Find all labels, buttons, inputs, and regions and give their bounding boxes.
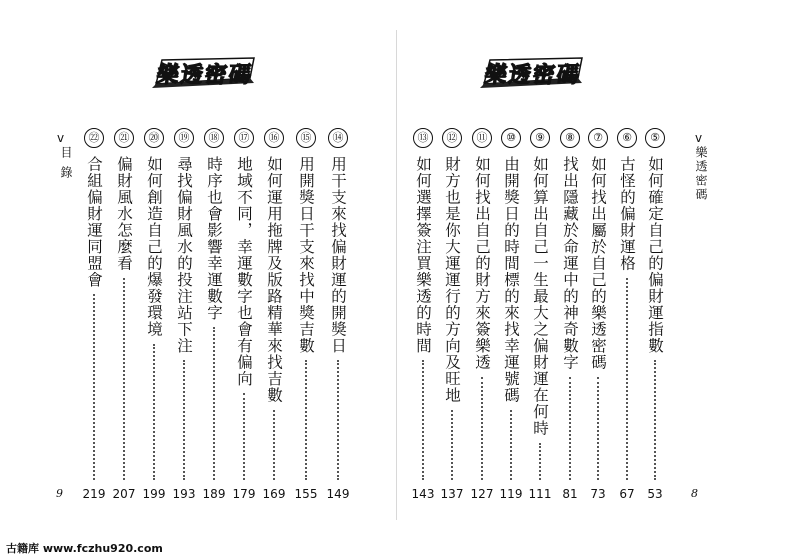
banner-right-title: 樂透密碼: [482, 63, 583, 88]
dot-leader: [273, 410, 275, 480]
toc-entry[interactable]: [586, 128, 610, 501]
dot-leader: [183, 360, 185, 480]
entry-page-number: 143: [411, 487, 435, 501]
entry-number: ⑱: [204, 128, 224, 148]
toc-entry[interactable]: [528, 128, 552, 501]
toc-entry[interactable]: [558, 128, 582, 501]
entry-number: ㉑: [114, 128, 134, 148]
entry-page-number: 127: [470, 487, 494, 501]
dot-leader: [654, 360, 656, 480]
entry-number: ⑲: [174, 128, 194, 148]
entry-number: ⑪: [472, 128, 492, 148]
entry-title[interactable]: 時序也會影響幸運數字: [205, 156, 223, 321]
toc-entry[interactable]: [411, 128, 435, 501]
banner-right: [478, 54, 588, 88]
entry-number: ⑧: [560, 128, 580, 148]
entry-page-number: 111: [528, 487, 552, 501]
entry-page-number: 169: [262, 487, 286, 501]
entry-page-number: 81: [562, 487, 578, 501]
right-corner-mark: v: [695, 131, 703, 145]
banner-left-title: 樂透密碼: [154, 63, 255, 88]
entry-number: ⑭: [328, 128, 348, 148]
entry-page-number: 219: [82, 487, 106, 501]
entry-title[interactable]: 用干支來找偏財運的開獎日: [329, 156, 347, 354]
right-running-head: 樂透密碼: [694, 146, 708, 202]
toc-entry[interactable]: [142, 128, 166, 501]
entry-title[interactable]: 如何創造自己的爆發環境: [145, 156, 163, 338]
entry-page-number: 137: [440, 487, 464, 501]
toc-entry[interactable]: [440, 128, 464, 501]
entry-title[interactable]: 找出隱藏於命運中的神奇數字: [561, 156, 579, 371]
dot-leader: [626, 278, 628, 480]
entry-title[interactable]: 由開獎日的時間標的來找幸運號碼: [502, 156, 520, 404]
toc-entry[interactable]: [202, 128, 226, 501]
banner-left: [150, 54, 260, 88]
dot-leader: [337, 360, 339, 480]
entry-title[interactable]: 用開獎日干支來找中獎吉數: [297, 156, 315, 354]
entry-title[interactable]: 偏財風水怎麼看: [115, 156, 133, 272]
toc-entry[interactable]: [112, 128, 136, 501]
entry-title[interactable]: 如何確定自己的偏財運指數: [646, 156, 664, 354]
page-fold: [396, 30, 397, 520]
entry-number: ⑤: [645, 128, 665, 148]
dot-leader: [510, 410, 512, 480]
site-watermark: 古籍库 www.fczhu920.com: [6, 542, 163, 555]
dot-leader: [451, 410, 453, 480]
entry-title[interactable]: 地域不同，幸運數字也會有偏向: [235, 156, 253, 387]
entry-title[interactable]: 如何運用拖牌及版路精華來找吉數: [265, 156, 283, 404]
dot-leader: [481, 377, 483, 480]
entry-number: ㉒: [84, 128, 104, 148]
entry-number: ⑦: [588, 128, 608, 148]
dot-leader: [213, 327, 215, 480]
left-folio: 9: [56, 487, 63, 500]
entry-page-number: 73: [590, 487, 606, 501]
dot-leader: [243, 393, 245, 480]
dot-leader: [93, 294, 95, 480]
dot-leader: [539, 443, 541, 480]
entry-title[interactable]: 如何選擇簽注買樂透的時間: [414, 156, 432, 354]
entry-number: ⑨: [530, 128, 550, 148]
entry-page-number: 189: [202, 487, 226, 501]
entry-title[interactable]: 尋找偏財風水的投注站下注: [175, 156, 193, 354]
entry-number: ⑯: [264, 128, 284, 148]
entry-page-number: 193: [172, 487, 196, 501]
entry-title[interactable]: 合組偏財運同盟會: [85, 156, 103, 288]
entry-page-number: 119: [499, 487, 523, 501]
left-section-label: 目 錄: [59, 146, 73, 180]
entry-title[interactable]: 如何找出屬於自己的樂透密碼: [589, 156, 607, 371]
entry-page-number: 155: [294, 487, 318, 501]
entry-number: ⑮: [296, 128, 316, 148]
entry-page-number: 149: [326, 487, 350, 501]
entry-page-number: 179: [232, 487, 256, 501]
entry-title[interactable]: 財方也是你大運運行的方向及旺地: [443, 156, 461, 404]
entry-number: ⑫: [442, 128, 462, 148]
toc-entry[interactable]: [262, 128, 286, 501]
toc-entry[interactable]: [615, 128, 639, 501]
toc-entry[interactable]: [470, 128, 494, 501]
entry-title[interactable]: 如何找出自己的財方來簽樂透: [473, 156, 491, 371]
entry-page-number: 53: [647, 487, 663, 501]
entry-title[interactable]: 如何算出自己一生最大之偏財運在何時: [531, 156, 549, 437]
toc-entry[interactable]: [82, 128, 106, 501]
toc-entry[interactable]: [499, 128, 523, 501]
entry-number: ⑳: [144, 128, 164, 148]
entry-page-number: 199: [142, 487, 166, 501]
toc-entry[interactable]: [643, 128, 667, 501]
toc-entry[interactable]: [294, 128, 318, 501]
entry-number: ⑥: [617, 128, 637, 148]
dot-leader: [569, 377, 571, 480]
dot-leader: [305, 360, 307, 480]
entry-page-number: 67: [619, 487, 635, 501]
right-folio: 8: [691, 487, 698, 500]
entry-page-number: 207: [112, 487, 136, 501]
dot-leader: [153, 344, 155, 480]
entry-number: ⑬: [413, 128, 433, 148]
left-corner-mark: v: [57, 131, 65, 145]
dot-leader: [422, 360, 424, 480]
toc-entry[interactable]: [326, 128, 350, 501]
toc-entry[interactable]: [232, 128, 256, 501]
dot-leader: [597, 377, 599, 480]
toc-entry[interactable]: [172, 128, 196, 501]
entry-title[interactable]: 古怪的偏財運格: [618, 156, 636, 272]
dot-leader: [123, 278, 125, 480]
entry-number: ⑩: [501, 128, 521, 148]
entry-number: ⑰: [234, 128, 254, 148]
